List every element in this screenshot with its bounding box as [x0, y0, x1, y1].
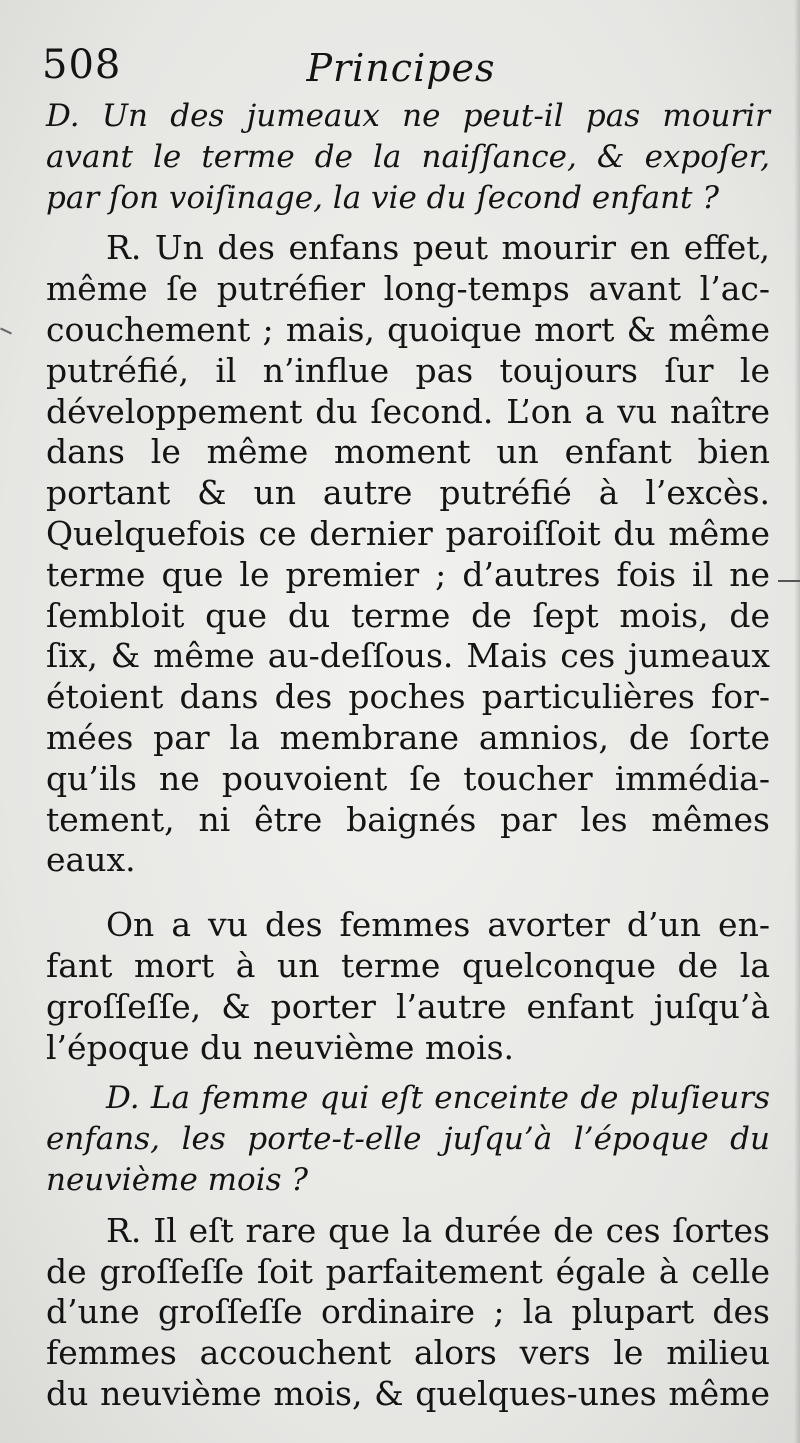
margin-mark: [0, 328, 12, 335]
page-number: 508: [42, 42, 122, 88]
text-line: Quelquefois ce dernier paroiſſoit du même: [46, 513, 770, 553]
question-block: [46, 96, 770, 218]
answer-block: [46, 228, 770, 881]
text-line: terme que le premier ; d’autres fois il ne: [46, 554, 770, 594]
text-line: enfans, les porte-t-elle juſqu’à l’époque du: [46, 1121, 770, 1158]
text-line: d’une groſſeſſe ordinaire ; la plupart des: [46, 1292, 770, 1332]
paragraph: [46, 905, 770, 1068]
text-line: D. La femme qui eſt enceinte de pluſieurs: [106, 1080, 770, 1117]
page-edge-shadow: [794, 0, 800, 1443]
text-line: de groſſeſſe ſoit parfaitement égale à celle: [46, 1251, 770, 1291]
text-line: R. Un des enfans peut mourir en effet,: [106, 228, 770, 268]
page-header: [42, 42, 760, 102]
running-head: Principes: [306, 46, 496, 90]
text-line: femmes accouchent alors vers le milieu: [46, 1333, 770, 1373]
answer-block: [46, 1211, 770, 1415]
text-line: On a vu des femmes avorter d’un en-: [106, 905, 770, 945]
text-line: ſix, & même au-deſſous. Mais ces jumeaux: [46, 636, 770, 676]
page-body: [46, 96, 770, 1415]
text-line: eaux.: [46, 840, 136, 880]
text-line: qu’ils ne pouvoient ſe toucher immédia-: [46, 758, 770, 798]
text-line: groſſeſſe, & porter l’autre enfant juſqu’à: [46, 986, 770, 1026]
text-line: dans le même moment un enfant bien: [46, 432, 770, 472]
text-line: D. Un des jumeaux ne peut-il pas mourir: [46, 98, 770, 134]
text-line: du neuvième mois, & quelques-unes même: [46, 1373, 770, 1413]
margin-dash: [778, 580, 800, 582]
text-line: neuvième mois ?: [46, 1161, 309, 1198]
text-line: tement, ni être baignés par les mêmes: [46, 799, 770, 839]
text-line: ſembloit que du terme de ſept mois, de: [46, 595, 770, 635]
text-line: l’époque du neuvième mois.: [46, 1027, 515, 1067]
question-block: [46, 1078, 770, 1200]
text-line: avant le terme de la naiſſance, & expoſer,: [46, 138, 770, 175]
text-line: fant mort à un terme quelconque de la: [46, 945, 770, 985]
text-line: mées par la membrane amnios, de ſorte: [46, 717, 770, 757]
text-line: couchement ; mais, quoique mort & même: [46, 309, 770, 349]
text-line: R. Il eſt rare que la durée de ces ſortes: [106, 1210, 770, 1250]
text-line: même ſe putréfier long-temps avant l’ac-: [46, 269, 770, 309]
text-line: putréfié, il n’influe pas toujours ſur le: [46, 350, 770, 390]
text-line: étoient dans des poches particulières for-: [46, 677, 770, 717]
text-line: par ſon voiſinage, la vie du ſecond enfant ?: [46, 179, 719, 216]
text-line: développement du ſecond. L’on a vu naître: [46, 391, 770, 431]
text-line: portant & un autre putréfié à l’excès.: [46, 473, 770, 513]
